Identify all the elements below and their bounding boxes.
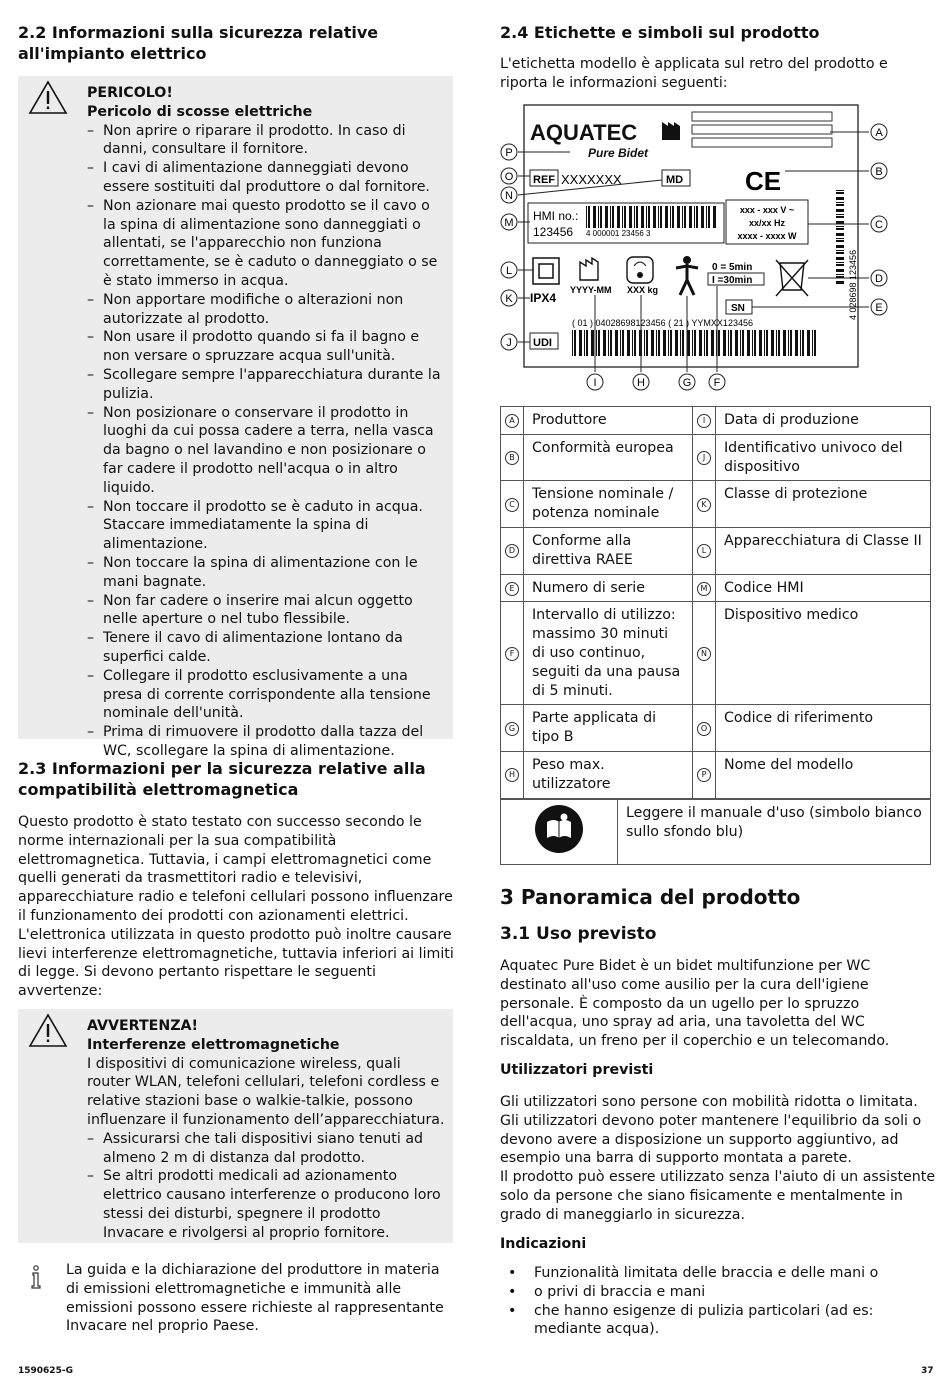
side-digits: 4 028698 123456 — [848, 249, 858, 320]
warning-box — [18, 1009, 453, 1243]
barcode-bar — [641, 206, 644, 228]
hmi-value: 123456 — [533, 225, 574, 239]
barcode-bar — [742, 330, 744, 356]
list-item: – Non far cadere o inserire mai alcun oggetto nelle aperture o nel tubo flessibile. — [87, 592, 445, 630]
callout-letter: D — [505, 544, 519, 558]
barcode-bar — [788, 330, 789, 356]
symbol-key — [501, 574, 524, 602]
barcode-bar — [579, 330, 582, 356]
barcode-bar — [588, 206, 590, 228]
section-2-4-title: 2.4 Etichette e simboli sul prodotto — [500, 23, 820, 42]
callout-letter: L — [505, 265, 513, 277]
barcode-bar — [656, 330, 657, 356]
table-row — [501, 481, 931, 528]
barcode-bar — [754, 330, 756, 356]
callout-letter: O — [504, 171, 514, 183]
barcode-bar — [612, 206, 614, 228]
barcode-bar — [680, 330, 681, 356]
danger-list — [87, 122, 445, 761]
label-intro: L'etichetta modello è applicata sul retro del prodotto e riporta le informazioni seguenti: — [500, 56, 888, 91]
barcode-bar — [610, 330, 612, 356]
page-number: 37 — [921, 1366, 934, 1376]
barcode-bar — [600, 206, 602, 228]
barcode-bar — [735, 330, 738, 356]
symbol-meaning: Produttore — [524, 407, 693, 435]
barcode-bar — [622, 330, 624, 356]
weight-icon — [627, 257, 653, 283]
barcode-bar — [836, 214, 844, 215]
callout-letter: P — [505, 147, 513, 159]
barcode-bar — [836, 245, 844, 248]
barcode-bar — [598, 330, 600, 356]
barcode-bar — [836, 204, 844, 206]
section-2-3-title: 2.3 Informazioni per la sicurezza relative alla compatibilità elettromagnetica — [18, 759, 426, 799]
udi-digits: ( 01 ) 04028698123456 ( 21 ) YYMXX123456 — [572, 318, 753, 328]
barcode-bar — [740, 330, 741, 356]
barcode-bar — [644, 330, 645, 356]
barcode-bar — [711, 330, 714, 356]
warning-list — [87, 1130, 445, 1243]
rating-line-1: xxx - xxx V ~ — [739, 205, 795, 215]
barcode-bar — [668, 330, 669, 356]
ref-value: XXXXXXX — [561, 172, 622, 187]
symbol-key — [693, 481, 716, 528]
barcode-bar — [584, 330, 585, 356]
barcode-bar — [836, 269, 844, 272]
table-row — [501, 434, 931, 481]
barcode-bar — [836, 240, 844, 242]
danger-box — [18, 76, 453, 759]
manual-symbol-table — [500, 799, 931, 865]
barcode-bar — [694, 330, 696, 356]
barcode-bar — [648, 206, 650, 228]
symbol-key — [693, 527, 716, 574]
type-b-applied-part-icon — [676, 256, 698, 295]
symbol-meaning: Peso max. utilizzatore — [524, 751, 693, 798]
symbol-legend-table — [500, 406, 931, 799]
callout-letter: G — [682, 377, 692, 389]
barcode-bar — [706, 330, 708, 356]
list-item: – Non toccare il prodotto se è caduto in acqua. Staccare immediatamente la spina di alimentazione. — [87, 498, 445, 554]
barcode-bar — [658, 206, 659, 228]
barcode-bar — [766, 330, 768, 356]
callout-letter: M — [504, 217, 514, 229]
table-row — [501, 751, 931, 798]
symbol-meaning: Classe di protezione — [716, 481, 931, 528]
symbol-key — [501, 527, 524, 574]
duty-line-2: I =30min — [712, 275, 753, 286]
callout-letter: H — [637, 377, 645, 389]
ipx-text: IPX4 — [530, 291, 557, 305]
barcode-bar — [752, 330, 753, 356]
callout-letter: O — [697, 722, 711, 736]
barcode-bar — [572, 330, 573, 356]
ref-text: REF — [533, 174, 555, 186]
symbol-key — [693, 574, 716, 602]
barcode-bar — [689, 206, 692, 228]
section-3-1-title: 3.1 Uso previsto — [500, 924, 657, 944]
list-item: – Prima di rimuovere il prodotto dalla tazza del WC, scollegare la spina di alimentazione. — [87, 723, 445, 761]
symbol-key — [501, 705, 524, 752]
barcode-bar — [747, 330, 750, 356]
callout-letter: M — [697, 582, 711, 596]
barcode-bar — [814, 330, 816, 356]
barcode-bar — [836, 274, 844, 275]
barcode-bar — [617, 206, 620, 228]
symbol-key — [693, 407, 716, 435]
callout-letter: F — [713, 377, 721, 389]
callout-letter: E — [505, 582, 519, 596]
callout-letter: A — [505, 414, 519, 428]
barcode-bar — [646, 206, 647, 228]
udi-barcode — [572, 330, 816, 356]
symbol-meaning: Data di produzione — [716, 407, 931, 435]
symbol-meaning: Conformità europea — [524, 434, 693, 481]
barcode-bar — [586, 206, 587, 228]
callout-lines — [518, 132, 869, 372]
barcode-bar — [776, 330, 777, 356]
barcode-bar — [608, 330, 609, 356]
barcode-bar — [670, 206, 671, 228]
list-item: – Non aprire o riparare il prodotto. In caso di danni, consultare il fornitore. — [87, 122, 445, 160]
barcode-bar — [783, 330, 786, 356]
indications-list — [500, 1264, 937, 1339]
symbol-meaning: Numero di serie — [524, 574, 693, 602]
barcode-bar — [759, 330, 762, 356]
warning-triangle-icon — [28, 1013, 68, 1053]
symbol-key — [501, 751, 524, 798]
barcode-bar — [836, 257, 844, 260]
callout-letter: B — [875, 166, 883, 178]
callout-letter: N — [697, 647, 711, 661]
side-barcode — [836, 190, 844, 284]
table-row — [501, 602, 931, 705]
barcode-bar — [836, 190, 844, 191]
barcode-bar — [800, 330, 801, 356]
barcode-bar — [836, 197, 844, 200]
symbol-key — [693, 705, 716, 752]
table-row — [501, 527, 931, 574]
barcode-bar — [593, 206, 596, 228]
barcode-bar — [660, 206, 662, 228]
danger-label: PERICOLO! — [87, 85, 173, 101]
danger-subtitle: Pericolo di scosse elettriche — [87, 103, 313, 120]
barcode-bar — [836, 233, 844, 236]
symbol-key — [501, 407, 524, 435]
callout-letter: C — [875, 219, 883, 231]
symbol-key — [693, 751, 716, 798]
callout-letter: C — [505, 498, 519, 512]
callout-letter: K — [697, 498, 711, 512]
list-item: – Scollegare sempre l'apparecchiatura durante la pulizia. — [87, 366, 445, 404]
rating-line-2: xx/xx Hz — [748, 218, 786, 228]
barcode-bar — [634, 206, 635, 228]
info-note: La guida e la dichiarazione del produttore in materia di emissioni elettromagnetiche e immunità alle emissioni possono essere richieste al rappresentante Invacare nel proprio Paese. — [66, 1262, 444, 1335]
warning-subtitle: Interferenze elettromagnetiche — [87, 1036, 340, 1053]
sn-text: SN — [731, 303, 745, 314]
product-label-figure — [500, 100, 900, 400]
barcode-bar — [696, 206, 698, 228]
barcode-bar — [836, 216, 844, 218]
doc-code: 1590625-G — [18, 1366, 73, 1376]
barcode-bar — [701, 206, 704, 228]
callout-letter: J — [506, 337, 512, 349]
barcode-bar — [723, 330, 726, 356]
list-item: – Collegare il prodotto esclusivamente a una presa di corrente corrispondente alla tensione nominale dell'unità. — [87, 667, 445, 723]
symbol-meaning: Dispositivo medico — [716, 602, 931, 705]
manufacture-date-icon — [580, 258, 598, 280]
barcode-bar — [836, 250, 844, 251]
barcode-bar — [718, 330, 720, 356]
barcode-bar — [699, 330, 702, 356]
symbol-key — [693, 434, 716, 481]
symbol-meaning: Conforme alla direttiva RAEE — [524, 527, 693, 574]
barcode-bar — [764, 330, 765, 356]
barcode-bar — [706, 206, 707, 228]
barcode-bar — [682, 206, 683, 228]
barcode-bar — [795, 330, 798, 356]
barcode-bar — [634, 330, 636, 356]
callout-letter: E — [875, 302, 883, 314]
barcode-bar — [704, 330, 705, 356]
md-text: MD — [666, 174, 684, 186]
manufacturer-icon — [662, 122, 680, 140]
callout-letter: P — [697, 768, 711, 782]
list-item: – Se altri prodotti medicali ad azionamento elettrico causano interferenze o producono loro stessi dei disturbi, spegnere il prodotto Invacare e rivolgersi al proprio fornitore. — [87, 1167, 445, 1242]
barcode-bar — [836, 238, 844, 239]
class-ii-icon — [533, 258, 559, 284]
symbol-key — [501, 434, 524, 481]
table-row — [501, 574, 931, 602]
date-code: YYYY-MM — [570, 285, 612, 295]
weight-code: XXX kg — [627, 285, 659, 295]
list-item: – Non azionare mai questo prodotto se il cavo o la spina di alimentazione sono danneggiati o allentati, se l'apparecchio non funziona correttamente, se è caduto o danneggiato o se è stato immerso in acqua. — [87, 197, 445, 291]
barcode-bar — [836, 226, 844, 227]
emc-body: Questo prodotto è stato testato con successo secondo le norme internazionali per la sua compatibilità elettromagnetica. Tuttavia, i campi elettromagnetici come quelli generati da trasmettitori radio e televisivi, apparecchiature radio e telefoni cellulari possono influenzare il funzionamento dei prodotti con azionamenti elettrici. L'elettronica utilizzata in questo prodotto può inoltre causare lievi interferenze elettromagnetiche, tuttavia inferiori ai limiti di legge. Si devono pertanto rispettare le seguenti avvertenze: — [18, 814, 454, 1000]
list-item: – Non toccare la spina di alimentazione con le mani bagnate. — [87, 554, 445, 592]
symbol-meaning: Identificativo univoco del dispositivo — [716, 434, 931, 481]
duty-line-1: 0 = 5min — [712, 262, 753, 273]
barcode-bar — [636, 206, 638, 228]
barcode-bar — [836, 228, 844, 230]
read-manual-icon — [534, 842, 584, 858]
barcode-bar — [713, 206, 716, 228]
barcode-bar — [708, 206, 710, 228]
barcode-bar — [692, 330, 693, 356]
callout-letter: J — [697, 451, 711, 465]
barcode-bar — [790, 330, 792, 356]
warning-label: AVVERTENZA! — [87, 1018, 198, 1034]
symbol-key — [501, 481, 524, 528]
barcode-bar — [836, 252, 844, 254]
hmi-barcode-digits: 4 000001 23456 3 — [586, 229, 651, 238]
section-2-2-title: 2.2 Informazioni sulla sicurezza relative all'impianto elettrico — [18, 23, 379, 63]
barcode-bar — [646, 330, 648, 356]
model-text: Pure Bidet — [588, 146, 649, 160]
barcode-bar — [771, 330, 774, 356]
symbol-meaning: Nome del modello — [716, 751, 931, 798]
intended-use-text: Aquatec Pure Bidet è un bidet multifunzione per WC destinato all'uso come ausilio per la cura dell'igiene personale. È composto da un ugello per lo spruzzo dell'acqua, uno spray ad aria, una tavoletta del WC riscaldata, un freno per il coperchio e un telecomando. — [500, 958, 890, 1050]
barcode-bar — [632, 330, 633, 356]
callout-letter: H — [505, 768, 519, 782]
table-row — [501, 407, 931, 435]
callout-letter: A — [875, 127, 883, 139]
users-text-2: Il prodotto può essere utilizzato senza l'aiuto di un assistente solo da persone che siano fisicamente e mentalmente in grado di maneggiarlo in sicurezza. — [500, 1169, 936, 1223]
callout-letter: D — [875, 273, 883, 285]
list-item: • che hanno esigenze di pulizia particolari (ad es: mediante acqua). — [500, 1302, 937, 1340]
barcode-bar — [624, 206, 626, 228]
barcode-bar — [836, 202, 844, 203]
barcode-bar — [836, 264, 844, 266]
manual-note: Leggere il manuale d'uso (simbolo bianco sullo sfondo blu) — [618, 800, 931, 865]
barcode-bar — [586, 330, 588, 356]
indications-heading: Indicazioni — [500, 1236, 587, 1252]
list-item: – Non usare il prodotto quando si fa il bagno e non versare o spruzzare acqua sull'unità. — [87, 328, 445, 366]
info-icon — [28, 1264, 44, 1294]
barcode-bar — [778, 330, 780, 356]
users-heading: Utilizzatori previsti — [500, 1062, 654, 1078]
callout-letter: F — [505, 647, 519, 661]
barcode-bar — [596, 330, 597, 356]
barcode-bar — [605, 206, 608, 228]
barcode-bar — [836, 209, 844, 212]
rating-line-3: xxxx - xxxx W — [737, 231, 797, 241]
barcode-bar — [730, 330, 732, 356]
barcode-bar — [603, 330, 606, 356]
barcode-bar — [675, 330, 678, 356]
udi-text: UDI — [533, 337, 552, 349]
barcode-bar — [836, 262, 844, 263]
symbol-meaning: Tensione nominale / potenza nominale — [524, 481, 693, 528]
list-item: • Funzionalità limitata delle braccia e delle mani o — [500, 1264, 937, 1283]
barcode-bar — [610, 206, 611, 228]
warning-triangle-icon — [28, 80, 68, 120]
barcode-bar — [591, 330, 594, 356]
barcode-bar — [836, 192, 844, 194]
section-3-title: 3 Panoramica del prodotto — [500, 885, 801, 909]
table-row — [501, 705, 931, 752]
warning-text: I dispositivi di comunicazione wireless, quali router WLAN, telefoni cellulari, telefoni cordless e relative stazioni base o walkie-talkie, possono influenzare il funzionamento dell’apparecchiatura. — [87, 1055, 445, 1128]
brand-text: AQUATEC — [530, 120, 638, 145]
hmi-label: HMI no.: — [533, 209, 579, 223]
callout-letter: I — [697, 414, 711, 428]
symbol-key — [693, 602, 716, 705]
barcode-bar — [622, 206, 623, 228]
barcode-bar — [728, 330, 729, 356]
barcode-bar — [651, 330, 654, 356]
barcode-bar — [574, 330, 576, 356]
symbol-meaning: Codice HMI — [716, 574, 931, 602]
callout-letter: I — [593, 377, 597, 389]
list-item: – I cavi di alimentazione danneggiati devono essere sostituiti dal produttore o dal fornitore. — [87, 159, 445, 197]
barcode-bar — [682, 330, 684, 356]
symbol-meaning: Codice di riferimento — [716, 705, 931, 752]
barcode-bar — [672, 206, 674, 228]
barcode-bar — [670, 330, 672, 356]
callout-letter: K — [505, 293, 513, 305]
callout-letter: B — [505, 451, 519, 465]
barcode-bar — [684, 206, 686, 228]
barcode-bar — [694, 206, 695, 228]
barcode-bar — [658, 330, 660, 356]
barcode-bar — [615, 330, 618, 356]
barcode-bar — [663, 330, 666, 356]
hmi-barcode — [586, 206, 716, 228]
barcode-bar — [665, 206, 668, 228]
barcode-bar — [653, 206, 656, 228]
barcode-bar — [802, 330, 804, 356]
list-item: – Non apportare modifiche o alterazioni non autorizzate al prodotto. — [87, 291, 445, 329]
weee-bin-icon — [776, 260, 808, 296]
symbol-key — [501, 602, 524, 705]
users-text — [500, 1093, 937, 1225]
barcode-bar — [598, 206, 599, 228]
list-item: • o privi di braccia e mani — [500, 1283, 937, 1302]
callout-letter: G — [505, 722, 519, 736]
barcode-bar — [620, 330, 621, 356]
callout-letter: N — [505, 190, 513, 202]
list-item: – Assicurarsi che tali dispositivi siano tenuti ad almeno 2 m di distanza dal prodotto. — [87, 1130, 445, 1168]
barcode-bar — [812, 330, 813, 356]
callout-letter: L — [697, 544, 711, 558]
barcode-bar — [677, 206, 680, 228]
users-text-1: Gli utilizzatori sono persone con mobilità ridotta o limitata. Gli utilizzatori devono poter mantenere l'equilibrio da soli o devono avere a disposizione un supporto aggiuntivo, ad esempio una barra di supporto montata a parete. — [500, 1094, 922, 1167]
symbol-meaning: Parte applicata di tipo B — [524, 705, 693, 752]
symbol-meaning: Apparecchiatura di Classe II — [716, 527, 931, 574]
symbol-meaning: Intervallo di utilizzo: massimo 30 minuti di uso continuo, seguiti da una pausa di 5 minuti. — [524, 602, 693, 705]
barcode-bar — [629, 206, 632, 228]
barcode-bar — [807, 330, 810, 356]
barcode-bar — [627, 330, 630, 356]
ce-mark: CE — [745, 166, 782, 196]
barcode-bar — [836, 281, 844, 284]
list-item: – Tenere il cavo di alimentazione lontano da superfici calde. — [87, 629, 445, 667]
list-item: – Non posizionare o conservare il prodotto in luoghi da cui possa cadere a terra, nella vasca da bagno o nel lavandino e non posizionare o far cadere il prodotto nell'acqua o in altro liquido. — [87, 404, 445, 498]
